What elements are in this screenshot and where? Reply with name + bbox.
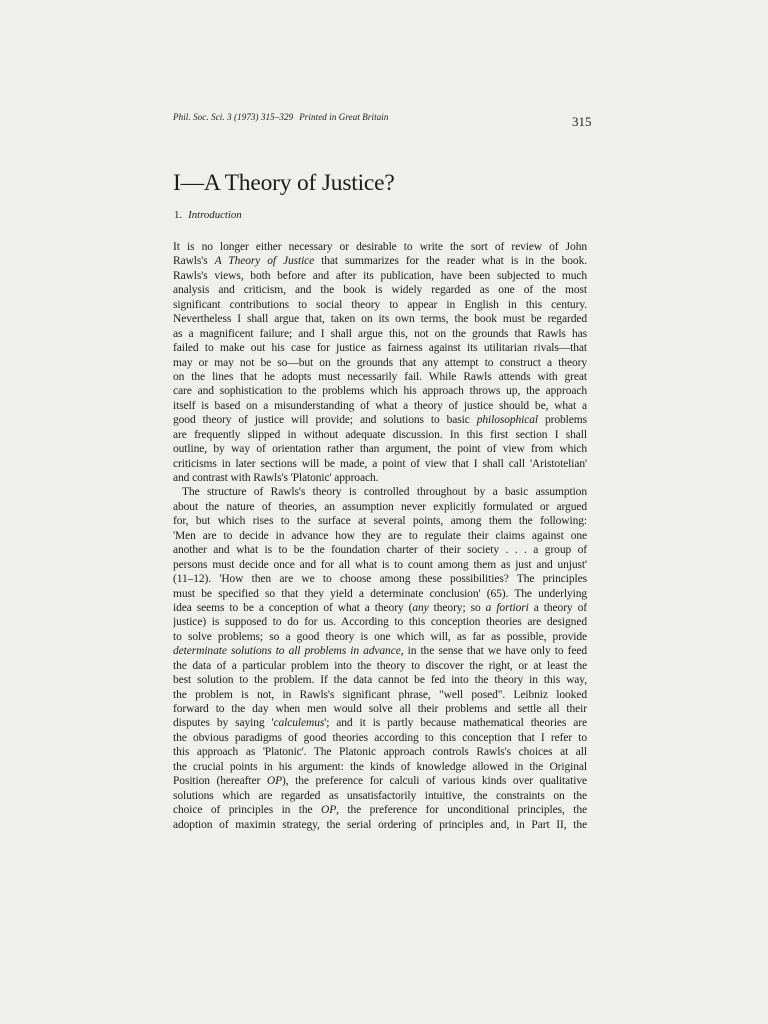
page-number: 315 xyxy=(572,114,592,129)
text-line: this approach as 'Platonic'. The Platonic approach controls Rawls's choices at all xyxy=(173,746,587,759)
text-line: the obvious paradigms of good theories according to this conception that I refer to xyxy=(173,731,587,744)
text-line: on the lines that he adopts must necessarily fail. While Rawls attends with great xyxy=(173,370,587,383)
text-line: It is no longer either necessary or desirable to write the sort of review of John xyxy=(173,241,587,253)
text-line: as a magnificent failure; and I shall argue this, not on the grounds that Rawls has xyxy=(173,327,587,340)
text-line: Rawls's views, both before and after its publication, have been subjected to much xyxy=(173,269,587,282)
text-line: outline, by way of orientation rather than argument, the point of view from which xyxy=(173,443,587,456)
text-line: determinate solutions to all problems in advance, in the sense that we have only to feed xyxy=(173,645,587,658)
text-line: idea seems to be a conception of what a theory (any theory; so a fortiori a theory of xyxy=(173,601,587,614)
text-line: Position (hereafter OP), the preference for calculi of various kinds over qualitative xyxy=(173,775,587,788)
text-line: significant contributions to social theory to appear in English in this century. xyxy=(173,298,587,311)
text-line: are frequently slipped in without adequate discussion. In this first section I shall xyxy=(173,428,587,441)
text-line: itself is based on a misunderstanding of what a theory of justice should be, what a xyxy=(173,399,587,412)
text-line: adoption of maximin strategy, the serial ordering of principles and, in Part II, the xyxy=(173,818,587,831)
text-line: criticisms in later sections will be made, a point of view that I shall call 'Aristotelian' xyxy=(173,457,587,470)
section-heading xyxy=(174,209,242,221)
text-line: the problem is not, in Rawls's significant phrase, "well posed". Leibniz looked xyxy=(173,688,587,701)
text-line: to solve problems; so a good theory is one which will, as far as possible, provide xyxy=(173,630,587,643)
section-number: 1. xyxy=(174,209,183,221)
text-line: good theory of justice will provide; and solutions to basic philosophical problems xyxy=(173,414,587,427)
text-line: about the nature of theories, an assumption never explicitly formulated or argued xyxy=(173,500,587,513)
text-line: solutions which are regarded as unsatisfactorily intuitive, the constraints on the xyxy=(173,789,587,802)
running-head xyxy=(173,112,389,122)
text-line: justice) is supposed to do for us. According to this conception theories are designed xyxy=(173,616,587,629)
text-line: choice of principles in the OP, the preference for unconditional principles, the xyxy=(173,804,587,817)
printed-note: Printed in Great Britain xyxy=(299,112,389,122)
text-line: disputes by saying 'calculemus'; and it is partly because mathematical theories are xyxy=(173,717,587,730)
text-line: must be specified so that they yield a determinate conclusion' (65). The underlying xyxy=(173,587,587,600)
text-line: and contrast with Rawls's 'Platonic' approach. xyxy=(173,472,379,484)
text-line: (11–12). 'How then are we to choose among these possibilities? The principles xyxy=(173,573,587,586)
section-label: Introduction xyxy=(188,209,242,221)
text-line: another and what is to be the foundation charter of their society . . . a group of xyxy=(173,544,587,557)
text-line: care and sophistication to the problems which his approach throws up, the approach xyxy=(173,385,587,398)
text-line: for, but which rises to the surface at several points, among them the following: xyxy=(173,515,587,528)
text-line: The structure of Rawls's theory is controlled throughout by a basic assumption xyxy=(182,486,587,499)
text-line: best solution to the problem. If the data cannot be fed into the theory in this way, xyxy=(173,674,587,687)
text-line: may or may not be so—but on the grounds that any attempt to construct a theory xyxy=(173,356,587,369)
journal-citation: Phil. Soc. Sci. 3 (1973) 315–329 xyxy=(173,112,294,122)
text-line: forward to the day when men would solve all their problems and settle all their xyxy=(173,703,587,715)
text-line: Nevertheless I shall argue that, taken on its own terms, the book must be regarded xyxy=(173,313,587,326)
text-line: analysis and criticism, and the book is widely regarded as one of the most xyxy=(173,284,587,297)
text-line: the data of a particular problem into the theory to discover the right, or at least the xyxy=(173,659,587,672)
text-line: failed to make out his case for justice as fairness against its utilitarian rivals—that xyxy=(173,342,587,355)
text-line: the crucial points in his argument: the kinds of knowledge allowed in the Original xyxy=(173,760,587,773)
article-title: I—A Theory of Justice? xyxy=(173,170,395,196)
text-line: Rawls's A Theory of Justice that summarizes for the reader what is in the book. xyxy=(173,255,587,268)
text-line: persons must decide once and for all what is to count among them as just and unjust' xyxy=(173,558,587,571)
body-text xyxy=(173,240,587,832)
text-line: 'Men are to decide in advance how they are to regulate their claims against one xyxy=(173,529,587,542)
